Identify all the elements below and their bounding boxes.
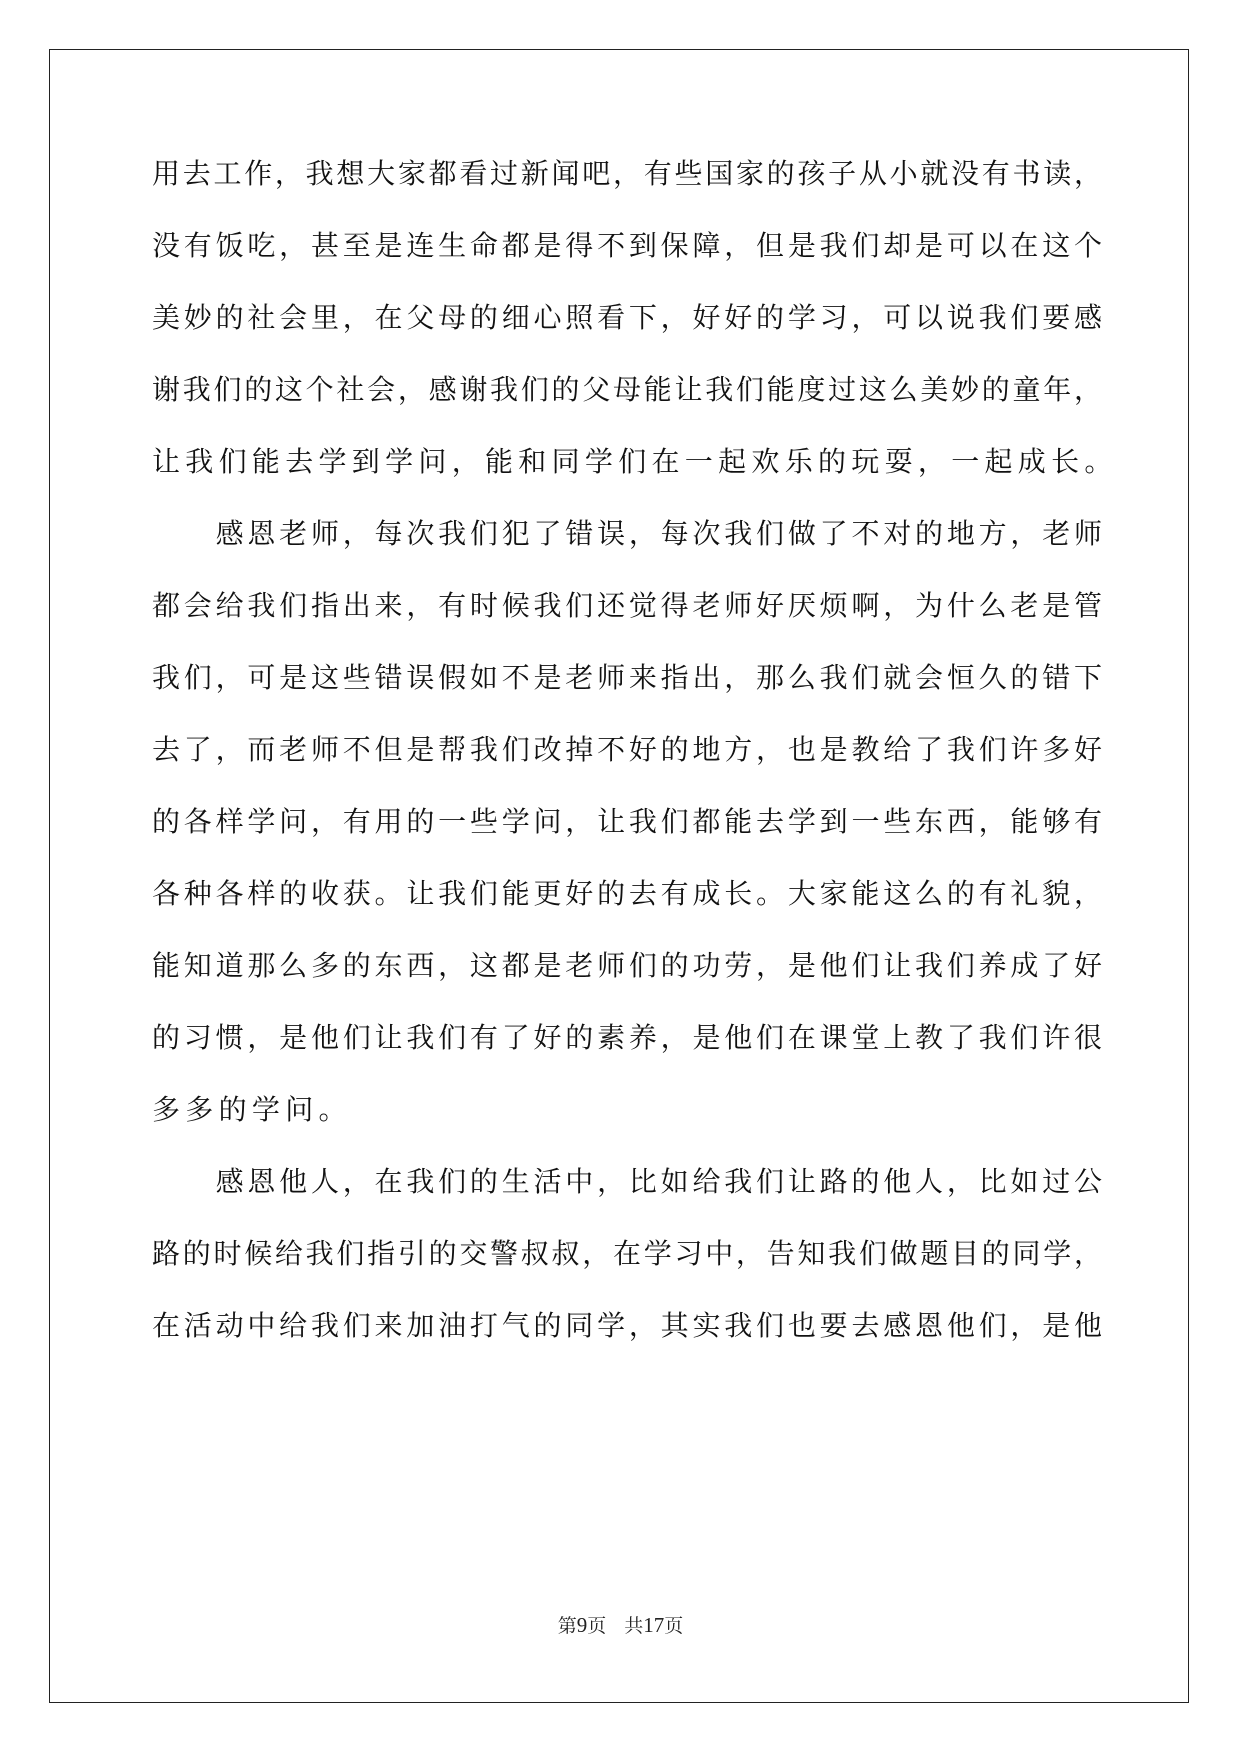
text-line: 去了，而老师不但是帮我们改掉不好的地方，也是教给了我们许多好 (152, 733, 1102, 766)
text-line: 美妙的社会里，在父母的细心照看下，好好的学习，可以说我们要感 (152, 301, 1102, 334)
page-footer (0, 1613, 1241, 1638)
text-line: 谢我们的这个社会，感谢我们的父母能让我们能度过这么美妙的童年， (152, 373, 1102, 406)
page-suffix: 页 (587, 1615, 607, 1637)
text-line: 让我们能去学到学问，能和同学们在一起欢乐的玩耍，一起成长。 (152, 445, 1118, 478)
text-line: 的各样学问，有用的一些学问，让我们都能去学到一些东西，能够有 (152, 805, 1102, 838)
text-line: 感恩老师，每次我们犯了错误，每次我们做了不对的地方，老师 (152, 517, 1102, 550)
text-line: 能知道那么多的东西，这都是老师们的功劳，是他们让我们养成了好 (152, 949, 1102, 982)
text-line: 的习惯，是他们让我们有了好的素养，是他们在课堂上教了我们许很 (152, 1021, 1102, 1054)
text-line: 用去工作，我想大家都看过新闻吧，有些国家的孩子从小就没有书读， (152, 157, 1102, 190)
text-line: 没有饭吃，甚至是连生命都是得不到保障，但是我们却是可以在这个 (152, 229, 1102, 262)
text-line: 多多的学问。 (152, 1093, 352, 1126)
text-line: 我们，可是这些错误假如不是老师来指出，那么我们就会恒久的错下 (152, 661, 1102, 694)
page-number: 9 (576, 1613, 588, 1637)
total-pages: 17 (643, 1613, 665, 1637)
text-line: 路的时候给我们指引的交警叔叔，在学习中，告知我们做题目的同学， (152, 1237, 1102, 1270)
text-line: 都会给我们指出来，有时候我们还觉得老师好厌烦啊，为什么老是管 (152, 589, 1102, 622)
total-suffix: 页 (664, 1615, 684, 1637)
total-prefix: 共 (624, 1615, 644, 1637)
text-line: 感恩他人，在我们的生活中，比如给我们让路的他人，比如过公 (152, 1165, 1102, 1198)
text-line: 在活动中给我们来加油打气的同学，其实我们也要去感恩他们，是他 (152, 1309, 1102, 1342)
page-prefix: 第 (557, 1615, 577, 1637)
text-line: 各种各样的收获。让我们能更好的去有成长。大家能这么的有礼貌， (152, 877, 1102, 910)
